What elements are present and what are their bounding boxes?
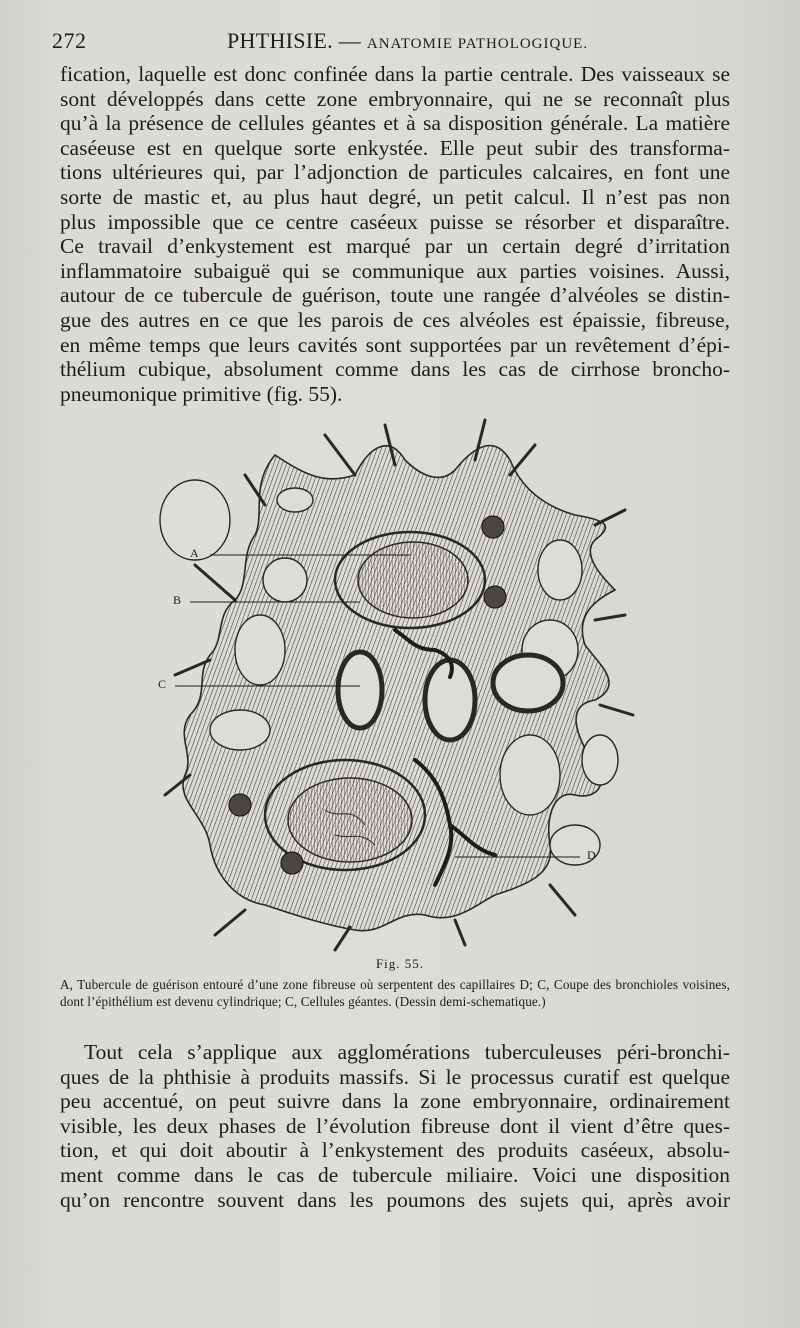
running-title-separator: — (338, 28, 362, 53)
text-line: sont développés dans cette zone embryonnaire, qui ne se reconnaît plus (60, 86, 730, 111)
figure-illustration (155, 415, 635, 955)
running-title-main: PHTHISIE. (227, 28, 333, 53)
upper-tubercle (335, 532, 485, 628)
text-line: pneumonique primitive (fig. 55). (60, 381, 343, 406)
text-line: gue des autres en ce que les parois de ces alvéoles est épaissie, fibreuse, (60, 307, 730, 332)
body-text-bottom (60, 1040, 730, 1212)
figure-number: Fig. 55. (375, 956, 425, 971)
text-line: qu’on rencontre souvent dans les poumons des sujets qui, après avoir (60, 1187, 730, 1212)
text-line: peu accentué, on peut suivre dans la zone embryonnaire, ordinairement (60, 1089, 730, 1114)
running-title-sub: ANATOMIE PATHOLOGIQUE. (366, 36, 589, 52)
figure-label-a: A (190, 546, 199, 560)
figure-label-b: B (173, 593, 182, 607)
figure-label-c: C (158, 677, 167, 691)
text-line: plus impossible que ce centre caséeux puisse se résorber et disparaître. (60, 209, 730, 234)
figure-label-d: D (587, 848, 596, 862)
text-line: tion, et qui doit aboutir à l’enkystement des produits caséeux, absolu- (60, 1138, 730, 1163)
text-line: sorte de mastic et, au plus haut degré, un petit calcul. Il n’est pas non (60, 184, 730, 209)
text-line: thélium cubique, absolument comme dans les cas de cirrhose broncho- (60, 357, 730, 382)
body-text-top (60, 62, 730, 406)
tubercle-engraving (155, 415, 635, 955)
text-line: en même temps que leurs cavités sont supportées par un revêtement d’épi- (60, 332, 730, 357)
text-line: caséeuse est en quelque sorte enkystée. Elle peut subir des transforma- (60, 135, 730, 160)
text-line: inflammatoire subaiguë qui se communique aux parties voisines. Aussi, (60, 258, 730, 283)
running-title (227, 28, 588, 54)
figure-caption: A, Tubercule de guérison entouré d’une zone fibreuse où serpentent des capillaires D; C, Coupe des bronchioles voisines, dont l’épithélium est devenu cylindrique; C, Cellules géantes. (Dessin demi-schematique.) (60, 977, 730, 1009)
text-line: ques de la phthisie à produits massifs. Si le processus curatif est quelque (60, 1064, 730, 1089)
text-line: Ce travail d’enkystement est marqué par un certain degré d’irritation (60, 234, 730, 259)
text-line: Tout cela s’applique aux agglomérations tuberculeuses péri-bronchi- (84, 1040, 730, 1064)
text-line: tions ultérieures qui, par l’adjonction de particules calcaires, en font une (60, 160, 730, 185)
page-number: 272 (52, 28, 87, 53)
text-line: visible, les deux phases de l’évolution fibreuse dont il vient d’être ques- (60, 1113, 730, 1138)
page-header (52, 28, 752, 58)
text-line: ment comme dans le cas de tubercule miliaire. Voici une disposition (60, 1162, 730, 1187)
text-line: qu’à la présence de cellules géantes et à sa disposition générale. La matière (60, 111, 730, 136)
text-line: autour de ce tubercule de guérison, toute une rangée d’alvéoles se distin- (60, 283, 730, 308)
text-line: fication, laquelle est donc confinée dans la partie centrale. Des vaisseaux se (60, 62, 730, 86)
